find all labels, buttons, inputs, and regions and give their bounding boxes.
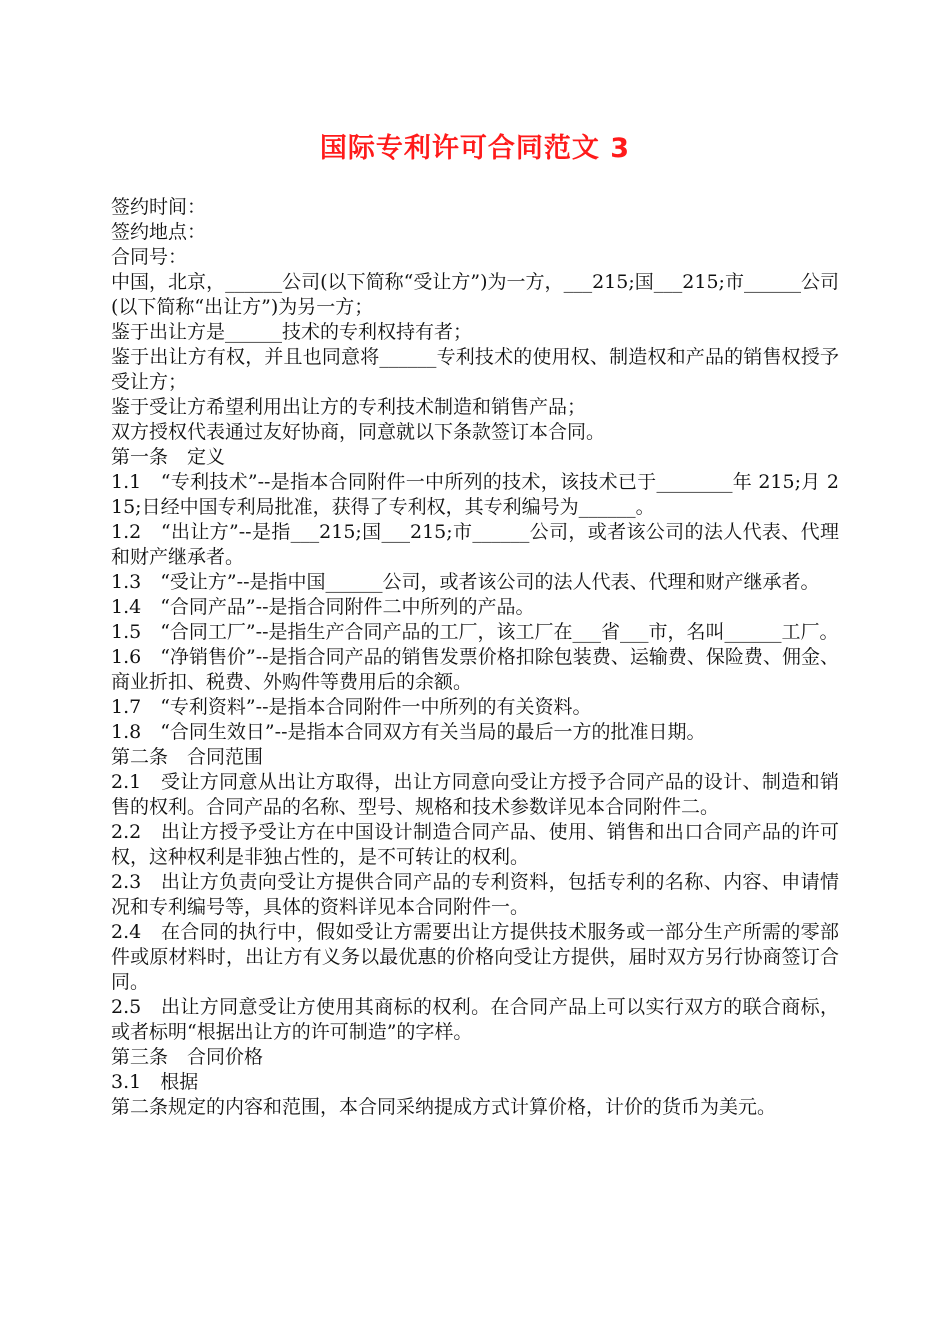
- document-title: 国际专利许可合同范文 3: [319, 133, 631, 164]
- document-body: [111, 195, 839, 1120]
- clause-1-4: 1.4 “合同产品”--是指合同附件二中所列的产品。: [111, 596, 535, 618]
- clause-2-1: 2.1 受让方同意从出让方取得，出让方同意向受让方授予合同产品的设计、制造和销售的权利。合同产品的名称、型号、规格和技术参数详见本合同附件二。: [111, 771, 839, 818]
- paragraph-pricing: 第二条规定的内容和范围，本合同采纳提成方式计算价格，计价的货币为美元。: [111, 1096, 777, 1118]
- paragraph-whereas-2: 鉴于出让方有权，并且也同意将______专利技术的使用权、制造权和产品的销售权授予受让方；: [111, 346, 839, 393]
- clause-2-4: 2.4 在合同的执行中，假如受让方需要出让方提供技术服务或一部分生产所需的零部件或原材料时，出让方有义务以最优惠的价格向受让方提供，届时双方另行协商签订合同。: [111, 921, 839, 993]
- clause-1-6: 1.6 “净销售价”--是指合同产品的销售发票价格扣除包装费、运输费、保险费、佣金、商业折扣、税费、外购件等费用后的余额。: [111, 646, 839, 693]
- clause-1-3: 1.3 “受让方”--是指中国______公司，或者该公司的法人代表、代理和财产继承者。: [111, 571, 820, 593]
- clause-2-3: 2.3 出让方负责向受让方提供合同产品的专利资料，包括专利的名称、内容、申请情况和专利编号等，具体的资料详见本合同附件一。: [111, 871, 839, 918]
- clause-1-8: 1.8 “合同生效日”--是指本合同双方有关当局的最后一方的批准日期。: [111, 721, 706, 743]
- article-1-heading: 第一条 定义: [111, 446, 226, 468]
- paragraph-signing-time: 签约时间：: [111, 196, 207, 218]
- clause-1-5: 1.5 “合同工厂”--是指生产合同产品的工厂，该工厂在___省___市，名叫______工厂。: [111, 621, 839, 643]
- paragraph-whereas-1: 鉴于出让方是______技术的专利权持有者；: [111, 321, 473, 343]
- paragraph-agreement: 双方授权代表通过友好协商，同意就以下条款签订本合同。: [111, 421, 606, 443]
- clause-3-1: 3.1 根据: [111, 1071, 199, 1093]
- paragraph-signing-place: 签约地点：: [111, 221, 207, 243]
- article-2-heading: 第二条 合同范围: [111, 746, 264, 768]
- paragraph-whereas-3: 鉴于受让方希望利用出让方的专利技术制造和销售产品；: [111, 396, 587, 418]
- paragraph-contract-number: 合同号：: [111, 246, 188, 268]
- clause-2-5: 2.5 出让方同意受让方使用其商标的权利。在合同产品上可以实行双方的联合商标，或者标明“根据出让方的许可制造”的字样。: [111, 996, 839, 1043]
- article-3-heading: 第三条 合同价格: [111, 1046, 264, 1068]
- clause-2-2: 2.2 出让方授予受让方在中国设计制造合同产品、使用、销售和出口合同产品的许可权，这种权利是非独占性的，是不可转让的权利。: [111, 821, 839, 868]
- clause-1-7: 1.7 “专利资料”--是指本合同附件一中所列的有关资料。: [111, 696, 592, 718]
- paragraph-parties: 中国，北京，______公司(以下简称“受让方”)为一方，___215;国___215;市______公司(以下简称“出让方”)为另一方；: [111, 271, 839, 318]
- clause-1-1: 1.1 “专利技术”--是指本合同附件一中所列的技术，该技术已于________年 215;月 215;日经中国专利局批准，获得了专利权，其专利编号为______。: [111, 471, 839, 518]
- clause-1-2: 1.2 “出让方”--是指___215;国___215;市______公司，或者该公司的法人代表、代理和财产继承者。: [111, 521, 839, 568]
